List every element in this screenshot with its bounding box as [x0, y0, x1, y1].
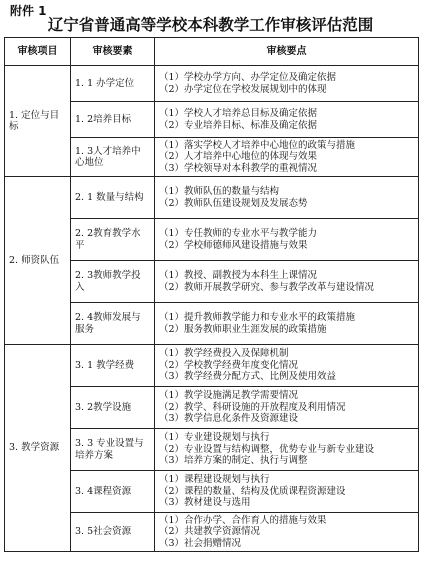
- point-item: （2）办学定位在学校发展规划中的体现: [159, 83, 327, 95]
- header-element: 审核要素: [71, 38, 155, 66]
- point-item: （1）教学经费投入及保障机制: [159, 348, 289, 360]
- point-item: （2）课程的数量、结构及优质课程资源建设: [159, 485, 346, 497]
- element-cell: 3. 3 专业设置与培养方案: [71, 429, 155, 471]
- points-cell: [155, 177, 419, 219]
- point-item: （2）教师队伍建设规划及发展态势: [159, 197, 308, 209]
- point-item: （1）专任教师的专业水平与教学能力: [159, 228, 318, 239]
- points-cell: [155, 102, 419, 138]
- element-cell: 1. 2培养目标: [71, 102, 155, 138]
- point-item: （2）学校师德师风建设措施与效果: [159, 239, 308, 251]
- table-row: [5, 177, 419, 219]
- review-scope-table: [4, 37, 419, 552]
- project-cell: 2. 师资队伍: [5, 177, 71, 345]
- point-item: （1）教授、副教授为本科生上课情况: [159, 270, 318, 281]
- point-item: （2）人才培养中心地位的体现与效果: [159, 151, 318, 163]
- point-item: （1）专业建设规划与执行: [159, 432, 270, 444]
- point-item: （2）教师开展教学研究、参与教学改革与建设情况: [159, 281, 375, 293]
- element-cell: 1. 1 办学定位: [71, 66, 155, 102]
- point-item: （1）落实学校人才培养中心地位的政策与措施: [159, 139, 356, 151]
- element-cell: 2. 2教育教学水平: [71, 219, 155, 261]
- element-cell: 3. 4课程资源: [71, 471, 155, 513]
- points-cell: [155, 66, 419, 102]
- point-item: （3）教学经费分配方式、比例及使用效益: [159, 371, 337, 383]
- point-item: （2）专业培养目标、标准及确定依据: [159, 119, 318, 131]
- point-item: （2）共建教学资源情况: [159, 526, 261, 538]
- point-item: （3）学校领导对本科教学的重视情况: [159, 162, 318, 174]
- points-cell: [155, 219, 419, 261]
- point-item: （1）学校人才培养总目标及确定依据: [159, 108, 318, 119]
- table-header-row: [5, 38, 419, 66]
- element-cell: 2. 4教师发展与服务: [71, 303, 155, 345]
- header-points: 审核要点: [155, 38, 419, 66]
- element-cell: 3. 2教学设施: [71, 387, 155, 429]
- project-cell: 3. 教学资源: [5, 345, 71, 552]
- element-cell: 2. 3教师教学投入: [71, 261, 155, 303]
- points-cell: [155, 387, 419, 429]
- point-item: （2）教学、科研设施的开放程度及利用情况: [159, 401, 346, 413]
- element-cell: 2. 1 数量与结构: [71, 177, 155, 219]
- point-item: （1）合作办学、合作育人的措施与效果: [159, 514, 327, 526]
- point-item: （1）课程建设规划与执行: [159, 474, 270, 486]
- project-cell: 1. 定位与目标: [5, 66, 71, 177]
- point-item: （1）学校办学方向、办学定位及确定依据: [159, 72, 337, 83]
- table-row: [5, 66, 419, 102]
- point-item: （2）学校教学经费年度变化情况: [159, 359, 299, 371]
- point-item: （3）社会捐赠情况: [159, 537, 242, 549]
- element-cell: 3. 5社会资源: [71, 513, 155, 552]
- element-cell: 3. 1 教学经费: [71, 345, 155, 387]
- points-cell: [155, 429, 419, 471]
- point-item: （1）提升教师教学能力和专业水平的政策措施: [159, 312, 356, 323]
- points-cell: [155, 303, 419, 345]
- element-cell: 1. 3人才培养中心地位: [71, 138, 155, 177]
- points-cell: [155, 513, 419, 552]
- page-title: 辽宁省普通高等学校本科教学工作审核评估范围: [47, 16, 374, 34]
- point-item: （1）教师队伍的数量与结构: [159, 186, 280, 197]
- points-cell: [155, 471, 419, 513]
- point-item: （3）培养方案的制定、执行与调整: [159, 455, 308, 467]
- point-item: （3）教材建设与选用: [159, 497, 251, 509]
- header-project: 审核项目: [5, 38, 71, 66]
- point-item: （2）服务教师职业生涯发展的政策措施: [159, 323, 327, 335]
- points-cell: [155, 261, 419, 303]
- attachment-label: 附件 1: [10, 4, 47, 18]
- point-item: （2）专业设置与结构调整，优势专业与新专业建设: [159, 443, 375, 455]
- points-cell: [155, 345, 419, 387]
- point-item: （1）教学设施满足教学需要情况: [159, 390, 299, 402]
- table-row: [5, 345, 419, 387]
- points-cell: [155, 138, 419, 177]
- point-item: （3）教学信息化条件及资源建设: [159, 413, 299, 425]
